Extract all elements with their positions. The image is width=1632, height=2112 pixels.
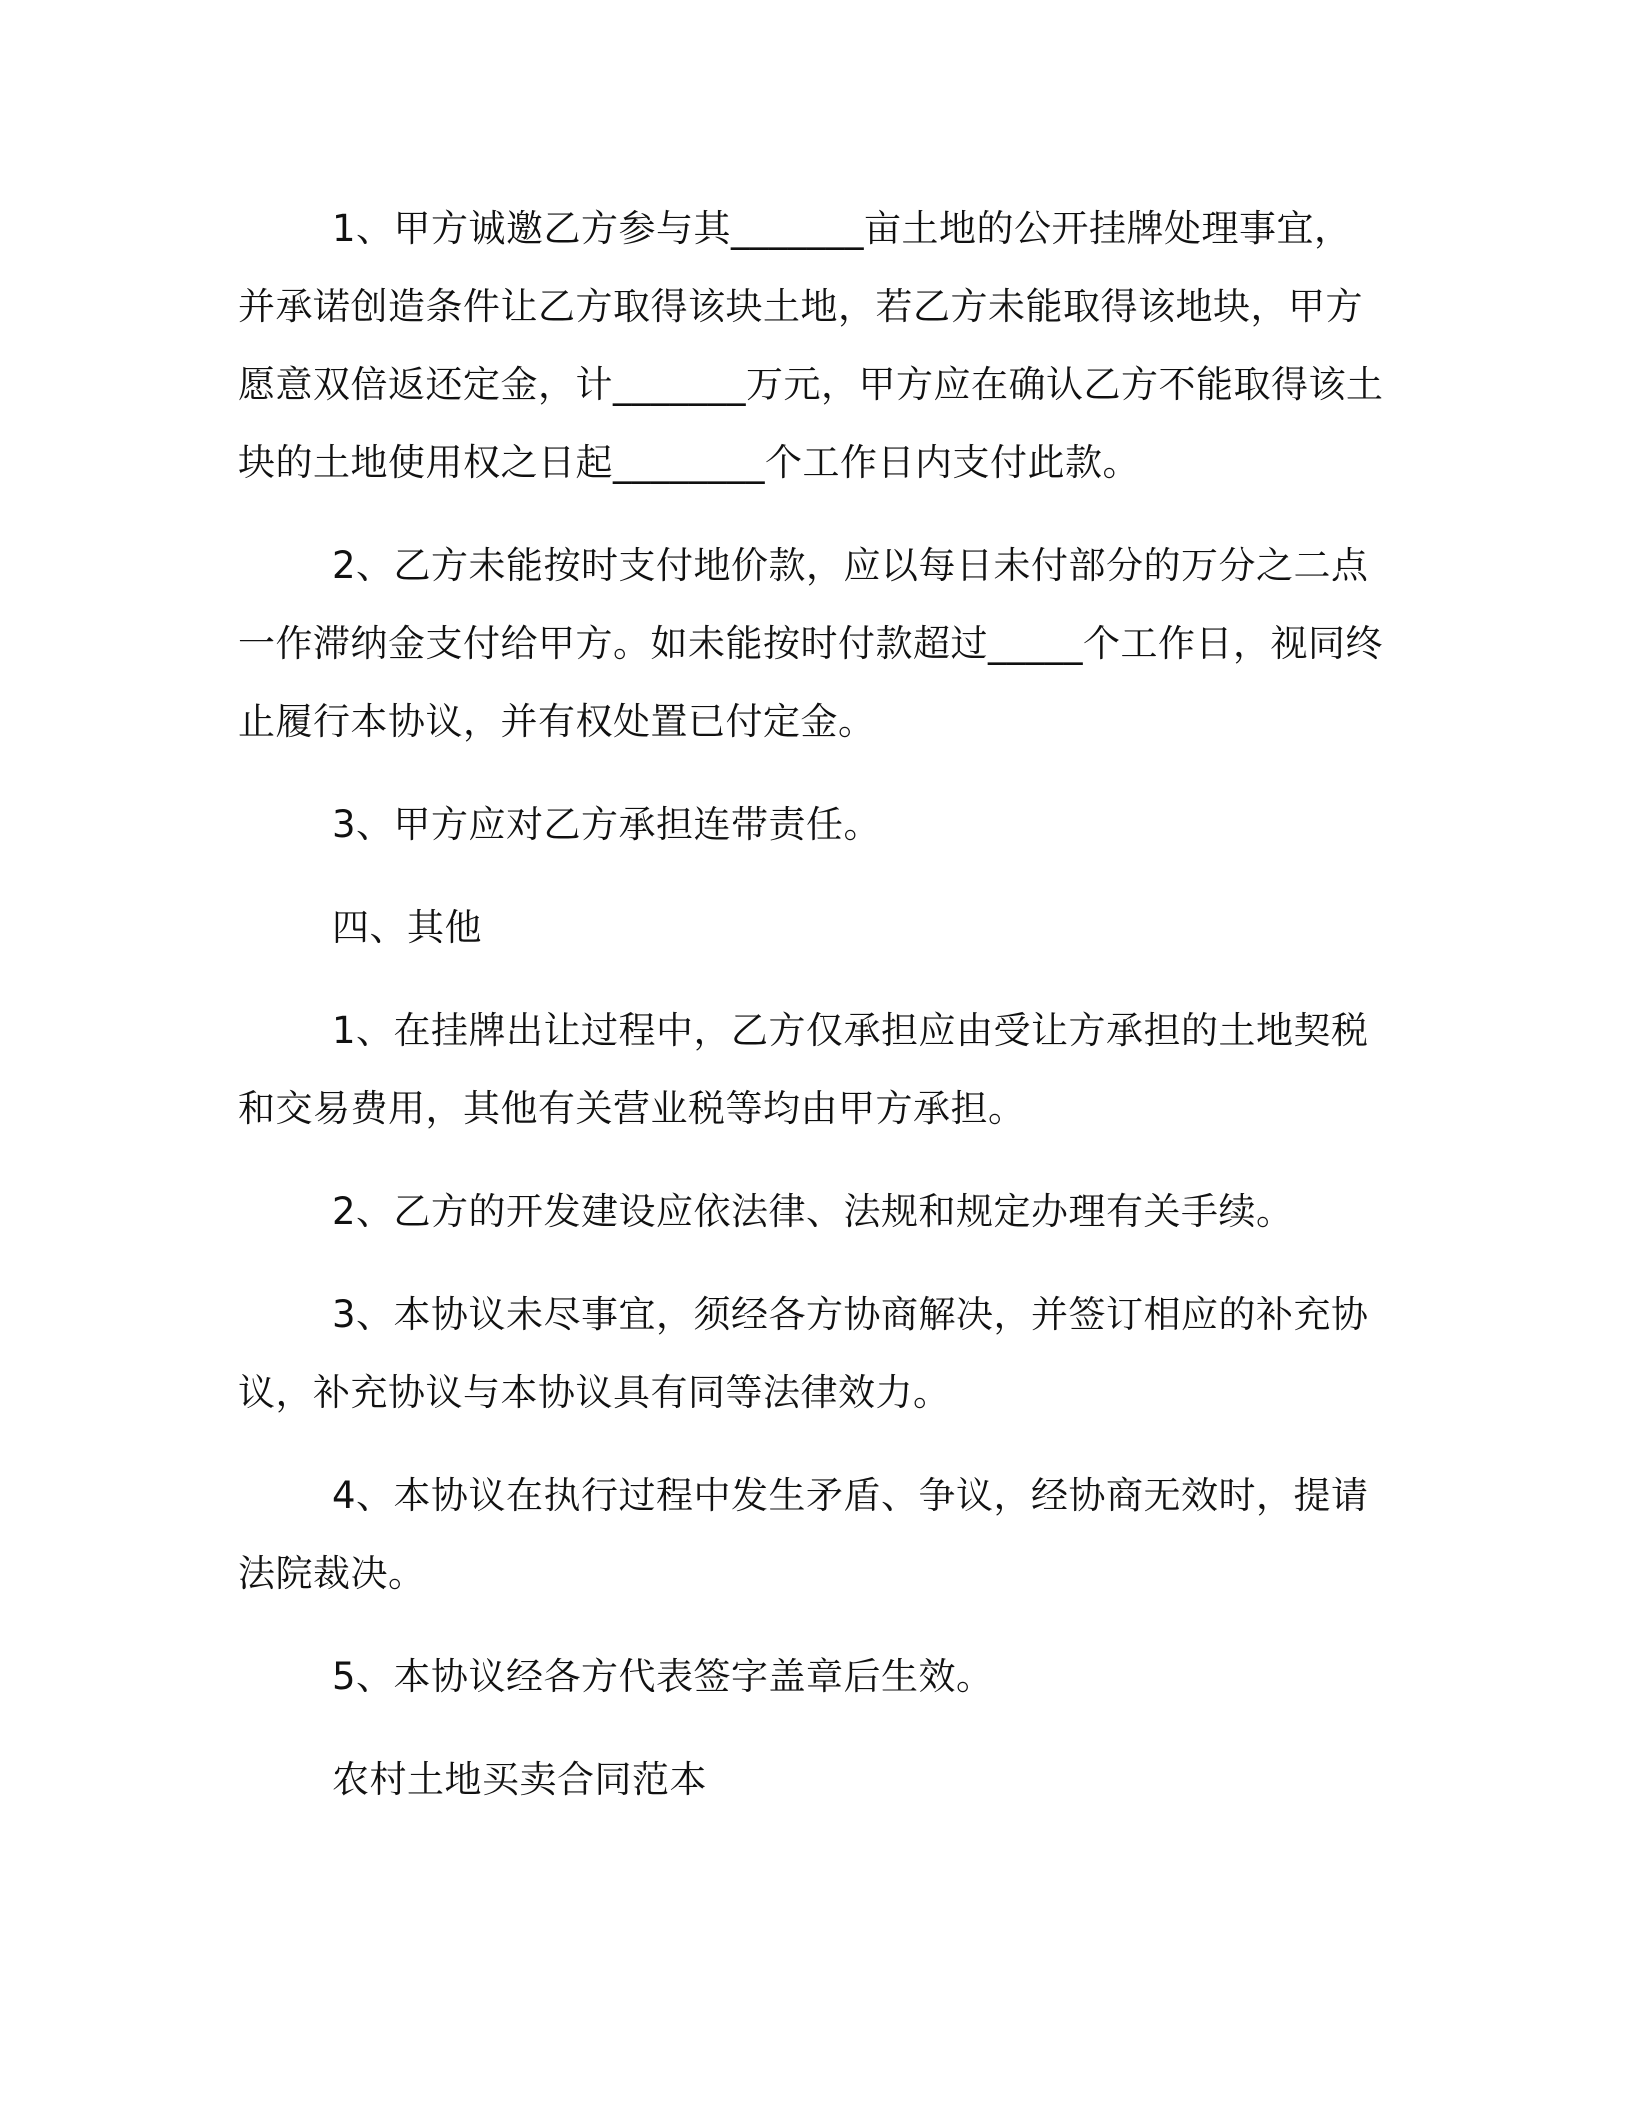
clause-3-2: 2、乙方未能按时支付地价款，应以每日未付部分的万分之二点一作滞纳金支付给甲方。如未能按时付款超过_____个工作日，视同终止履行本协议，并有权处置已付定金。 xyxy=(238,544,1383,743)
document-page xyxy=(238,190,1388,1844)
clause-3-3: 3、甲方应对乙方承担连带责任。 xyxy=(332,803,882,846)
next-document-title: 农村土地买卖合同范本 xyxy=(332,1758,707,1801)
clause-4-5: 5、本协议经各方代表签字盖章后生效。 xyxy=(332,1655,994,1698)
clause-3-1: 1、甲方诚邀乙方参与其_______亩土地的公开挂牌处理事宜，并承诺创造条件让乙方取得该块土地，若乙方未能取得该地块，甲方愿意双倍返还定金，计_______万元，甲方应在确认乙方不能取得该土块的土地使用权之日起________个工作日内支付此款。 xyxy=(238,207,1384,484)
clause-4-1: 1、在挂牌出让过程中，乙方仅承担应由受让方承担的土地契税和交易费用，其他有关营业税等均由甲方承担。 xyxy=(238,1009,1369,1130)
clause-4-2: 2、乙方的开发建设应依法律、法规和规定办理有关手续。 xyxy=(332,1190,1294,1233)
clause-4-4: 4、本协议在执行过程中发生矛盾、争议，经协商无效时，提请法院裁决。 xyxy=(238,1474,1369,1595)
clause-4-3: 3、本协议未尽事宜，须经各方协商解决，并签订相应的补充协议，补充协议与本协议具有同等法律效力。 xyxy=(238,1293,1369,1414)
section-heading-other: 四、其他 xyxy=(332,906,482,949)
